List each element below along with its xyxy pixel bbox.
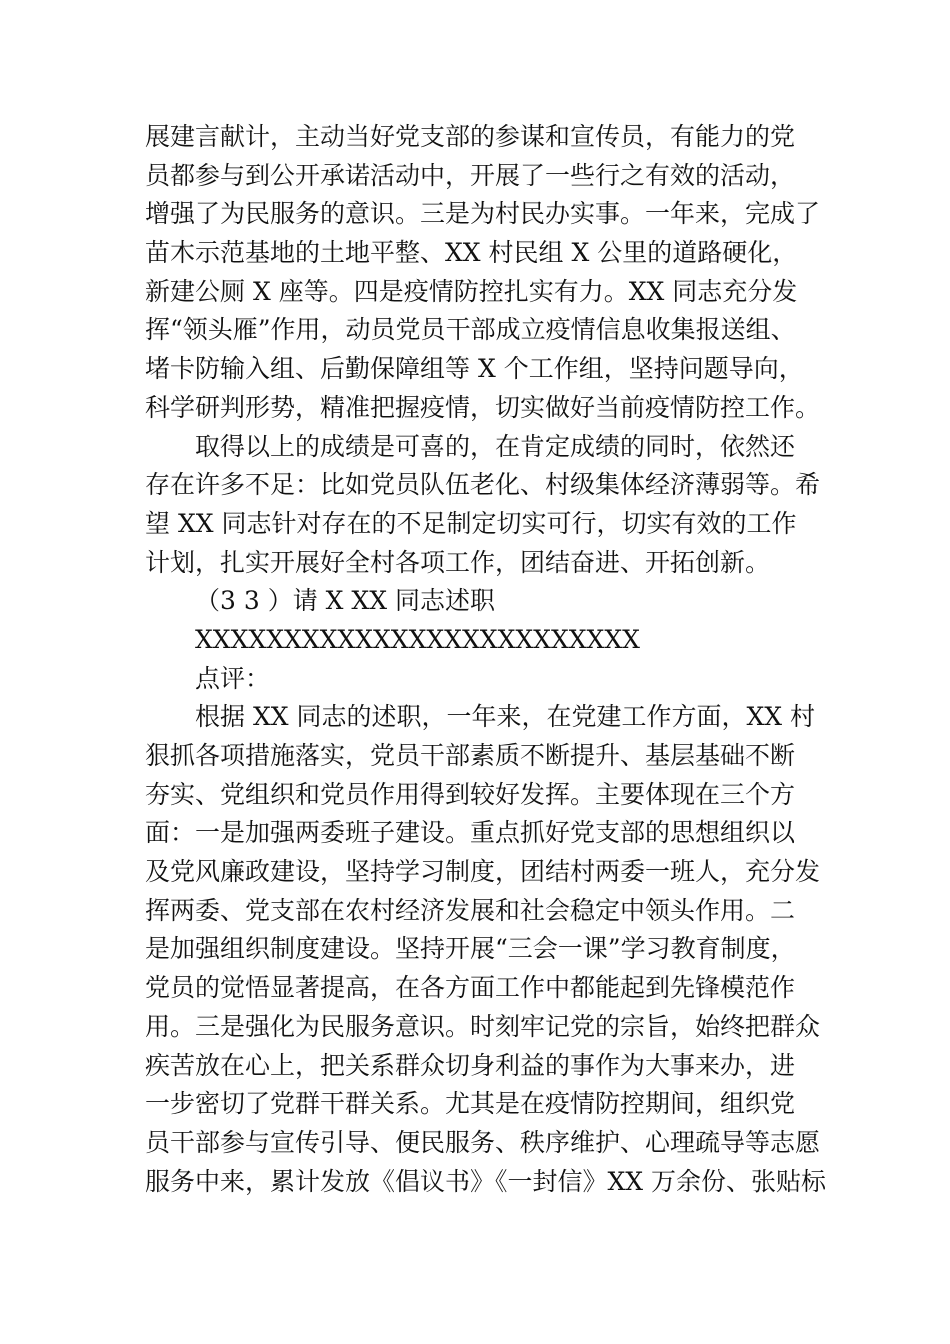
text-line: 是加强组织制度建设。坚持开展“三会一课”学习教育制度， [145, 934, 796, 964]
text-line: 新建公厕 X 座等。四是疫情防控扎实有力。XX 同志充分发 [145, 276, 798, 306]
text-line: 存在许多不足：比如党员队伍老化、村级集体经济薄弱等。希 [145, 470, 821, 500]
text-line: 苗木示范基地的土地平整、XX 村民组 X 公里的道路硬化， [145, 238, 798, 268]
text-line: 疾苦放在心上，把关系群众切身利益的事作为大事来办，进 [145, 1050, 796, 1080]
text-line: 狠抓各项措施落实，党员干部素质不断提升、基层基础不断 [145, 741, 796, 770]
text-line: 科学研判形势，精准把握疫情，切实做好当前疫情防控工作。 [145, 392, 821, 422]
text-line: 服务中来，累计发放《倡议书》《一封信》XX 万余份、张贴标 [145, 1166, 827, 1196]
text-line: 挥两委、党支部在农村经济发展和社会稳定中领头作用。二 [145, 895, 796, 925]
section-heading: （3 3 ）请 X XX 同志述职 [195, 586, 495, 616]
text-line: 夯实、党组织和党员作用得到较好发挥。主要体现在三个方 [145, 779, 796, 809]
text-line: 展建言献计，主动当好党支部的参谋和宣传员，有能力的党 [145, 122, 796, 151]
comment-label: 点评： [195, 663, 271, 693]
paragraph-start-line: 取得以上的成绩是可喜的，在肯定成绩的同时，依然还 [195, 431, 796, 461]
text-line: 党员的觉悟显著提高，在各方面工作中都能起到先锋模范作 [145, 973, 796, 1003]
text-line: 堵卡防输入组、后勤保障组等 X 个工作组，坚持问题导向， [145, 354, 804, 384]
placeholder-line: XXXXXXXXXXXXXXXXXXXXXXXXX [195, 624, 640, 654]
text-line: 员干部参与宣传引导、便民服务、秩序维护、心理疏导等志愿 [145, 1127, 821, 1157]
text-line: 员都参与到公开承诺活动中，开展了一些行之有效的活动， [145, 160, 796, 190]
paragraph-start-line: 根据 XX 同志的述职，一年来，在党建工作方面，XX 村 [195, 702, 816, 732]
text-line: 计划，扎实开展好全村各项工作，团结奋进、开拓创新。 [145, 547, 771, 577]
text-line: 望 XX 同志针对存在的不足制定切实可行，切实有效的工作 [145, 508, 797, 538]
text-line: 用。三是强化为民服务意识。时刻牢记党的宗旨，始终把群众 [145, 1011, 821, 1041]
text-line: 一步密切了党群干群关系。尤其是在疫情防控期间，组织党 [145, 1089, 796, 1119]
text-line: 及党风廉政建设，坚持学习制度，团结村两委一班人，充分发 [145, 857, 821, 887]
text-line: 增强了为民服务的意识。三是为村民办实事。一年来，完成了 [145, 199, 821, 229]
text-line: 面：一是加强两委班子建设。重点抓好党支部的思想组织以 [145, 818, 796, 848]
document-body [145, 118, 825, 1201]
text-line: 挥“领头雁”作用，动员党员干部成立疫情信息收集报送组、 [145, 315, 796, 345]
